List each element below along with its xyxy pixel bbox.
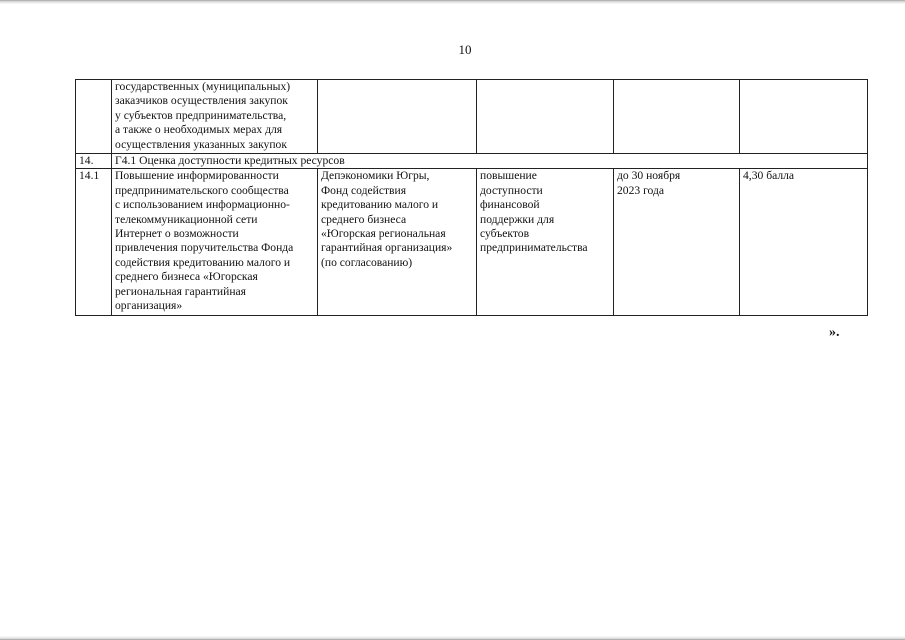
closing-quote-mark: ».: [829, 325, 840, 340]
cell-score: 4,30 балла: [740, 169, 868, 316]
cell-result: [477, 80, 614, 154]
table-row-continuation: [76, 80, 868, 154]
cell-score: [740, 80, 868, 154]
section-number: 14.: [76, 154, 112, 169]
page-number: 10: [458, 42, 472, 57]
section-title: Г4.1 Оценка доступности кредитных ресурсов: [112, 154, 868, 169]
table-row-section: [76, 154, 868, 169]
cell-term: до 30 ноября 2023 года: [614, 169, 740, 316]
cell-executor: Депэкономики Югры, Фонд содействия кредитованию малого и среднего бизнеса «Югорская региональная гарантийная организация» (по согласованию): [318, 169, 477, 316]
cell-executor: [318, 80, 477, 154]
cell-result: повышение доступности финансовой поддержки для субъектов предпринимательства: [477, 169, 614, 316]
cell-number: [76, 80, 112, 154]
table-row-item: [76, 169, 868, 316]
cell-number: 14.1: [76, 169, 112, 316]
cell-measure-name: государственных (муниципальных) заказчиков осуществления закупок у субъектов предпринимательства, а также о необходимых мерах для осуществления указанных закупок: [112, 80, 318, 154]
cell-measure-name: Повышение информированности предпринимательского сообщества с использованием информационно- телекоммуникационной сети Интернет о возможности привлечения поручительства Фонда содействия кредитованию малого и среднего бизнеса «Югорская региональная гарантийная организация»: [112, 169, 318, 316]
scan-top-edge: [0, 0, 905, 4]
action-plan-table: [75, 79, 868, 316]
cell-term: [614, 80, 740, 154]
scan-bottom-edge: [0, 636, 905, 640]
